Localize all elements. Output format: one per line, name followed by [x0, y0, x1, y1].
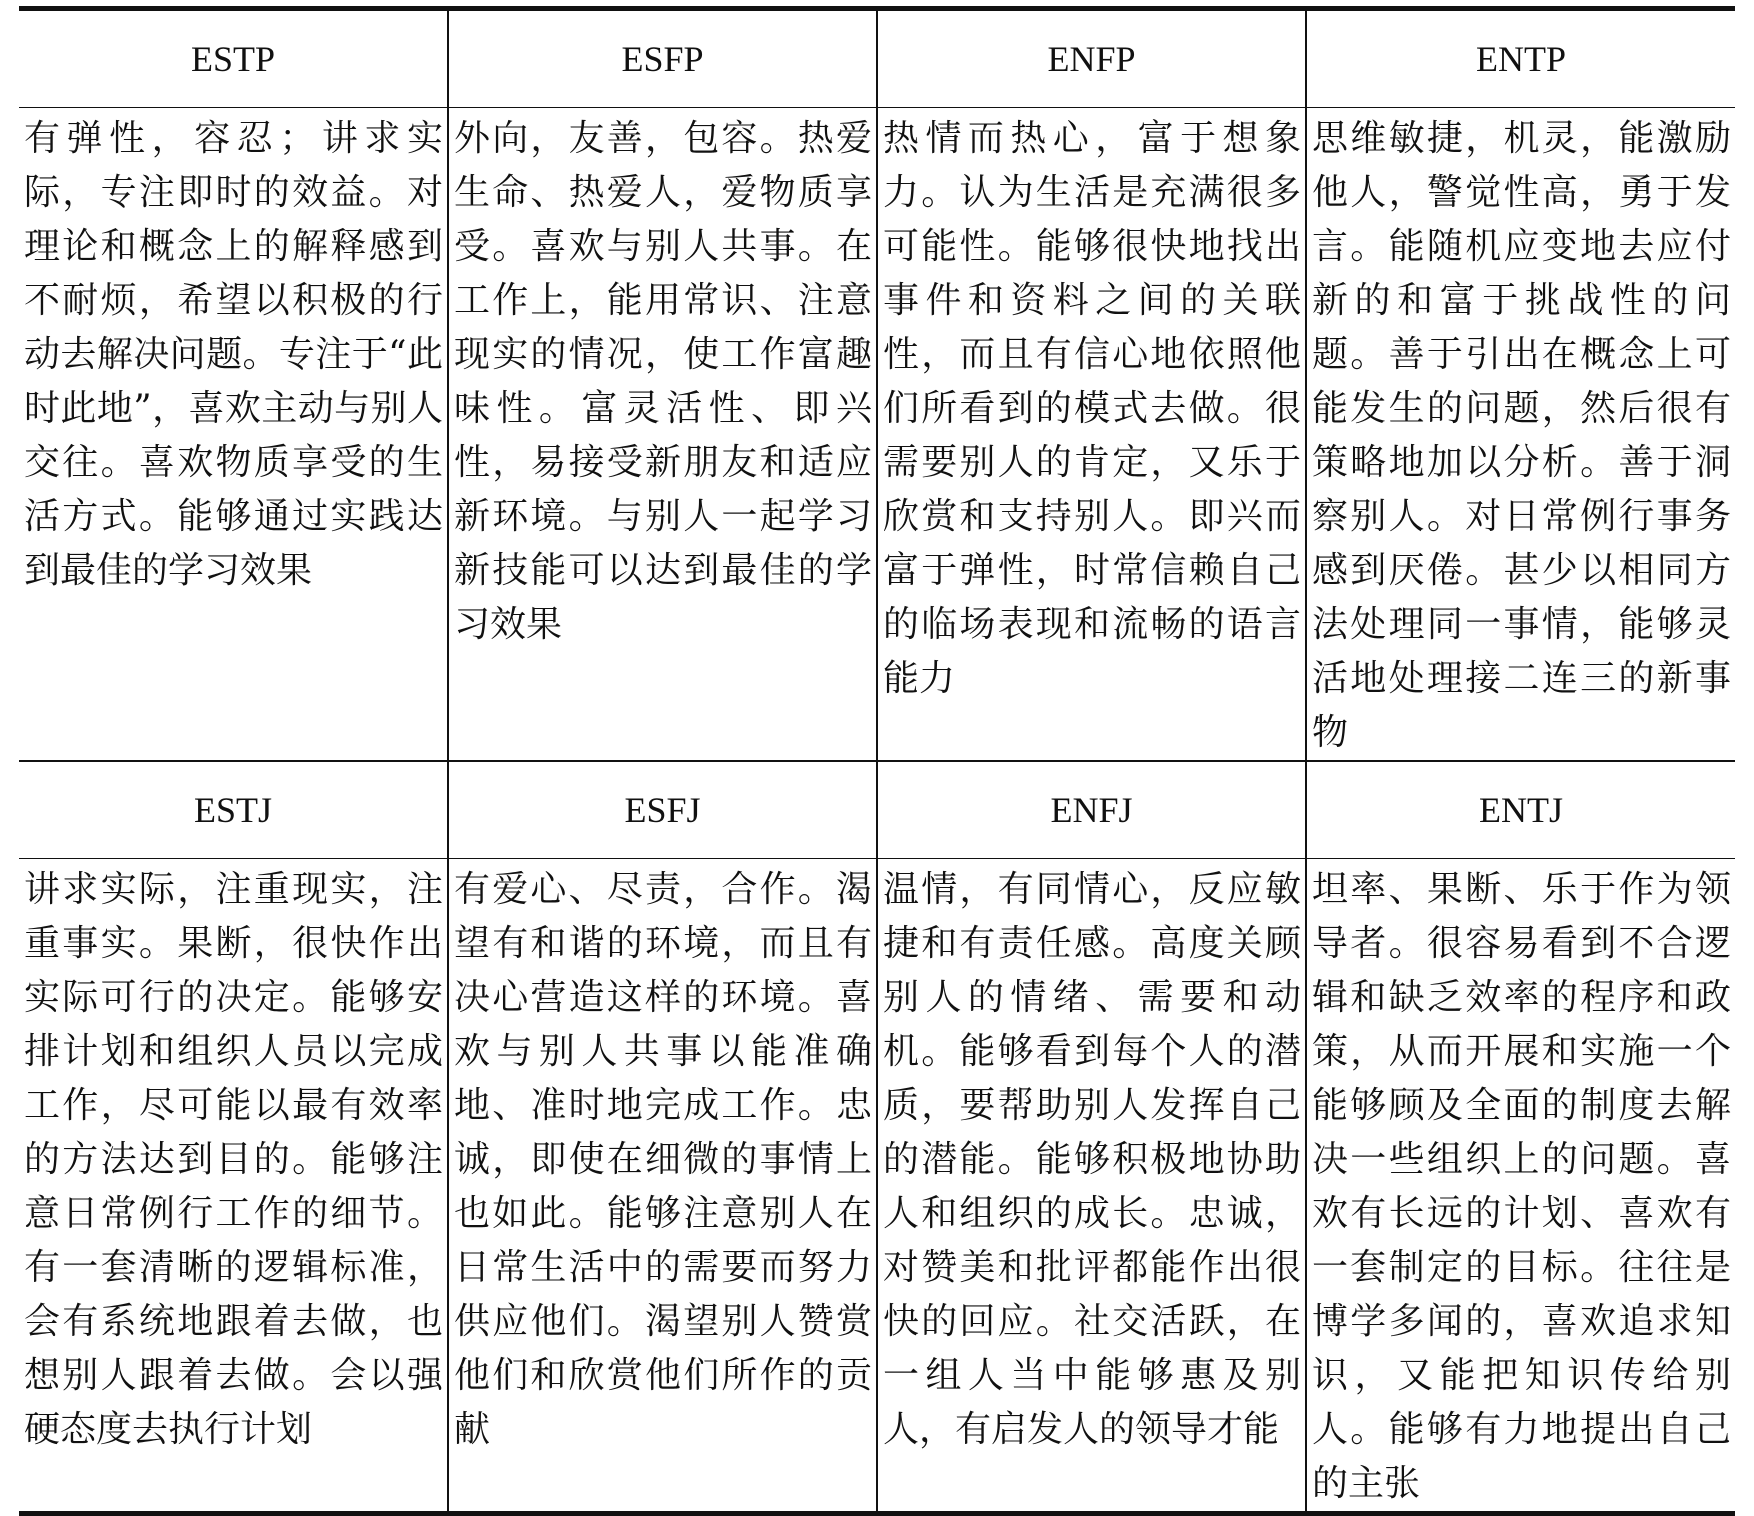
- type-header-row: [19, 761, 1735, 859]
- type-header-entj: ENTJ: [1306, 761, 1735, 859]
- description-entp: 思维敏捷，机灵，能激励他人，警觉性高，勇于发言。能随机应变地去应付新的和富于挑战性的问题。善于引出在概念上可能发生的问题，然后很有策略地加以分析。善于洞察别人。对日常例行事务感到厌倦。甚少以相同方法处理同一事情，能够灵活地处理接二连三的新事物: [1306, 108, 1735, 762]
- description-entj: 坦率、果断、乐于作为领导者。很容易看到不合逻辑和缺乏效率的程序和政策，从而开展和实施一个能够顾及全面的制度去解决一些组织上的问题。喜欢有长远的计划、喜欢有一套制定的目标。往往是博学多闻的，喜欢追求知识，又能把知识传给别人。能够有力地提出自己的主张: [1306, 859, 1735, 1514]
- type-header-row: [19, 9, 1735, 108]
- type-header-estp: ESTP: [19, 9, 448, 108]
- type-header-estj: ESTJ: [19, 761, 448, 859]
- type-header-entp: ENTP: [1306, 9, 1735, 108]
- description-row: [19, 859, 1735, 1514]
- description-esfj: 有爱心、尽责，合作。渴望有和谐的环境，而且有决心营造这样的环境。喜欢与别人共事以能准确地、准时地完成工作。忠诚，即使在细微的事情上也如此。能够注意别人在日常生活中的需要而努力供应他们。渴望别人赞赏他们和欣赏他们所作的贡献: [448, 859, 877, 1514]
- mbti-personality-table: [19, 6, 1735, 1516]
- description-row: [19, 108, 1735, 762]
- type-header-enfp: ENFP: [877, 9, 1306, 108]
- description-estp: 有弹性，容忍；讲求实际，专注即时的效益。对理论和概念上的解释感到不耐烦，希望以积极的行动去解决问题。专注于“此时此地”，喜欢主动与别人交往。喜欢物质享受的生活方式。能够通过实践达到最佳的学习效果: [19, 108, 448, 762]
- type-header-esfj: ESFJ: [448, 761, 877, 859]
- type-header-esfp: ESFP: [448, 9, 877, 108]
- type-header-enfj: ENFJ: [877, 761, 1306, 859]
- description-enfj: 温情，有同情心，反应敏捷和有责任感。高度关顾别人的情绪、需要和动机。能够看到每个人的潜质，要帮助别人发挥自己的潜能。能够积极地协助人和组织的成长。忠诚，对赞美和批评都能作出很快的回应。社交活跃，在一组人当中能够惠及别人，有启发人的领导才能: [877, 859, 1306, 1514]
- description-esfp: 外向，友善，包容。热爱生命、热爱人，爱物质享受。喜欢与别人共事。在工作上，能用常识、注意现实的情况，使工作富趣味性。富灵活性、即兴性，易接受新朋友和适应新环境。与别人一起学习新技能可以达到最佳的学习效果: [448, 108, 877, 762]
- description-estj: 讲求实际，注重现实，注重事实。果断，很快作出实际可行的决定。能够安排计划和组织人员以完成工作，尽可能以最有效率的方法达到目的。能够注意日常例行工作的细节。有一套清晰的逻辑标准，会有系统地跟着去做，也想别人跟着去做。会以强硬态度去执行计划: [19, 859, 448, 1514]
- description-enfp: 热情而热心，富于想象力。认为生活是充满很多可能性。能够很快地找出事件和资料之间的关联性，而且有信心地依照他们所看到的模式去做。很需要别人的肯定，又乐于欣赏和支持别人。即兴而富于弹性，时常信赖自己的临场表现和流畅的语言能力: [877, 108, 1306, 762]
